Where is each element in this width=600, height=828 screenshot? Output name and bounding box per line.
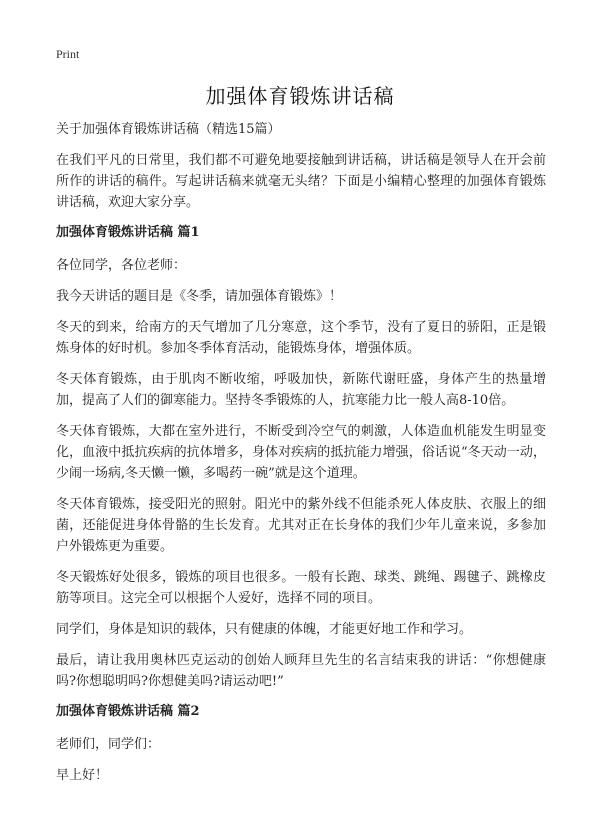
paragraph: 冬天锻炼好处很多，锻炼的项目也很多。一般有长跑、球类、跳绳、踢毽子、跳橡皮筋等项目。这完全可以根据个人爱好，选择不同的项目。 xyxy=(56,570,546,606)
paragraph: 冬天体育锻炼，由于肌肉不断收缩，呼吸加快，新陈代谢旺盛，身体产生的热量增加，提高了人们的御寒能力。坚持冬季锻炼的人，抗寒能力比一般人高8-10倍。 xyxy=(56,372,546,408)
paragraph: 最后，请让我用奥林匹克运动的创始人顾拜旦先生的名言结束我的讲话：“你想健康吗?你想聪明吗?你想健美吗?请运动吧!” xyxy=(56,653,546,689)
section-heading: 加强体育锻炼讲话稿 篇1 xyxy=(56,225,200,240)
paragraph: 同学们，身体是知识的载体，只有健康的体魄，才能更好地工作和学习。 xyxy=(56,622,473,637)
document-title: 加强体育锻炼讲话稿 xyxy=(205,84,395,108)
intro-paragraph: 在我们平凡的日常里，我们都不可避免地要接触到讲话稿，讲话稿是领导人在开会前所作的讲话的稿件。写起讲话稿来就毫无头绪？下面是小编精心整理的加强体育锻炼讲话稿，欢迎大家分享。 xyxy=(56,153,546,210)
paragraph: 老师们，同学们： xyxy=(56,737,161,752)
paragraph: 各位同学，各位老师： xyxy=(56,258,187,273)
document-subtitle: 关于加强体育锻炼讲话稿（精选15篇） xyxy=(56,122,281,137)
paragraph: 冬天体育锻炼，大都在室外进行，不断受到冷空气的刺激，人体造血机能发生明显变化，血液中抵抗疾病的抗体增多，身体对疾病的抵抗能力增强，俗话说“冬天动一动，少闹一场病,冬天懒一懒，多喝药一碗”就是这个道理。 xyxy=(56,424,546,481)
paragraph: 冬天体育锻炼，接受阳光的照射。阳光中的紫外线不但能杀死人体皮肤、衣服上的细菌，还能促进身体骨骼的生长发育。尤其对正在长身体的我们少年儿童来说，多参加户外锻炼更为重要。 xyxy=(56,497,546,554)
print-label[interactable]: Print xyxy=(56,47,80,61)
document-body xyxy=(56,120,546,796)
paragraph: 早上好！ xyxy=(56,768,109,783)
paragraph: 冬天的到来，给南方的天气增加了几分寒意，这个季节，没有了夏日的骄阳，正是锻炼身体的好时机。参加冬季体育活动，能锻炼身体，增强体质。 xyxy=(56,320,546,356)
section-heading: 加强体育锻炼讲话稿 篇2 xyxy=(56,704,200,719)
paragraph: 我今天讲话的题目是《冬季，请加强体育锻炼》！ xyxy=(56,289,343,304)
